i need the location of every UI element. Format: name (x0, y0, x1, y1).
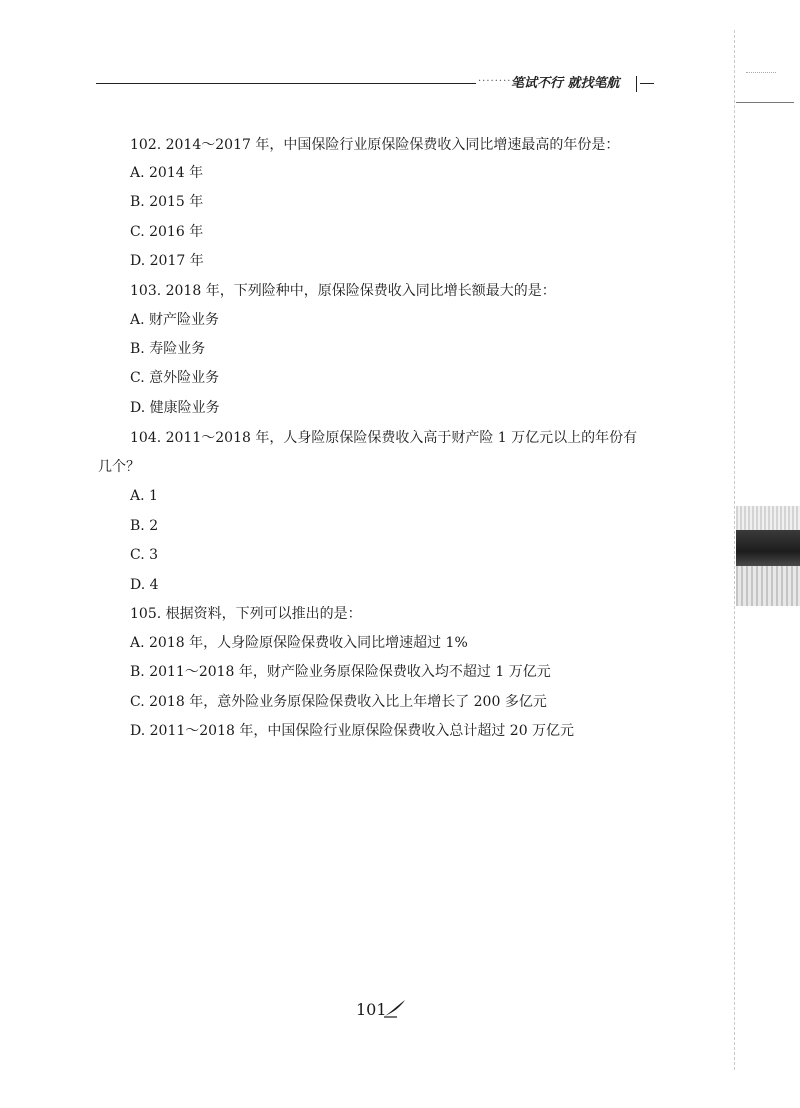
question-104-stem: 104. 2011～2018 年，人身险原保险保费收入高于财产险 1 万亿元以上的年份有 (130, 430, 638, 446)
header-end-mark (640, 83, 654, 84)
question-103-option-c: C. 意外险业务 (130, 370, 220, 386)
scan-noise-band-top (736, 506, 800, 530)
scan-edge-line (734, 30, 735, 1070)
question-103-stem: 103. 2018 年，下列险种中，原保险保费收入同比增长额最大的是： (130, 283, 556, 299)
question-104-stem-continued: 几个？ (98, 459, 140, 475)
question-102-stem: 102. 2014～2017 年，中国保险行业原保险保费收入同比增速最高的年份是： (130, 137, 620, 153)
question-105-option-c: C. 2018 年，意外险业务原保险保费收入比上年增长了 200 多亿元 (130, 694, 547, 710)
header-slogan: 笔试不行 就找笔航 (511, 76, 620, 91)
header-dots: ········· (478, 76, 516, 87)
question-103-option-b: B. 寿险业务 (130, 341, 206, 357)
question-102-option-c: C. 2016 年 (130, 224, 204, 240)
question-104-option-b: B. 2 (130, 518, 159, 534)
question-102-option-b: B. 2015 年 (130, 194, 204, 210)
scan-corner-mark (736, 60, 794, 103)
scan-noise-band-bottom (736, 566, 800, 606)
header-rule (96, 83, 476, 84)
question-103-option-a: A. 财产险业务 (130, 312, 220, 328)
question-104-option-c: C. 3 (130, 547, 159, 563)
scan-dark-band (736, 530, 800, 566)
question-105-option-d: D. 2011～2018 年，中国保险行业原保险保费收入总计超过 20 万亿元 (130, 723, 575, 739)
question-104-option-a: A. 1 (130, 488, 158, 504)
quill-pen-icon (383, 998, 407, 1018)
question-105-option-b: B. 2011～2018 年，财产险业务原保险保费收入均不超过 1 万亿元 (130, 664, 551, 680)
question-104-option-d: D. 4 (130, 577, 159, 593)
question-102-option-d: D. 2017 年 (130, 253, 204, 269)
question-102-option-a: A. 2014 年 (130, 165, 204, 181)
page-number: 101 (356, 1000, 387, 1019)
question-105-option-a: A. 2018 年，人身险原保险保费收入同比增速超过 1% (130, 635, 468, 651)
question-103-option-d: D. 健康险业务 (130, 400, 220, 416)
question-105-stem: 105. 根据资料，下列可以推出的是： (130, 606, 362, 622)
